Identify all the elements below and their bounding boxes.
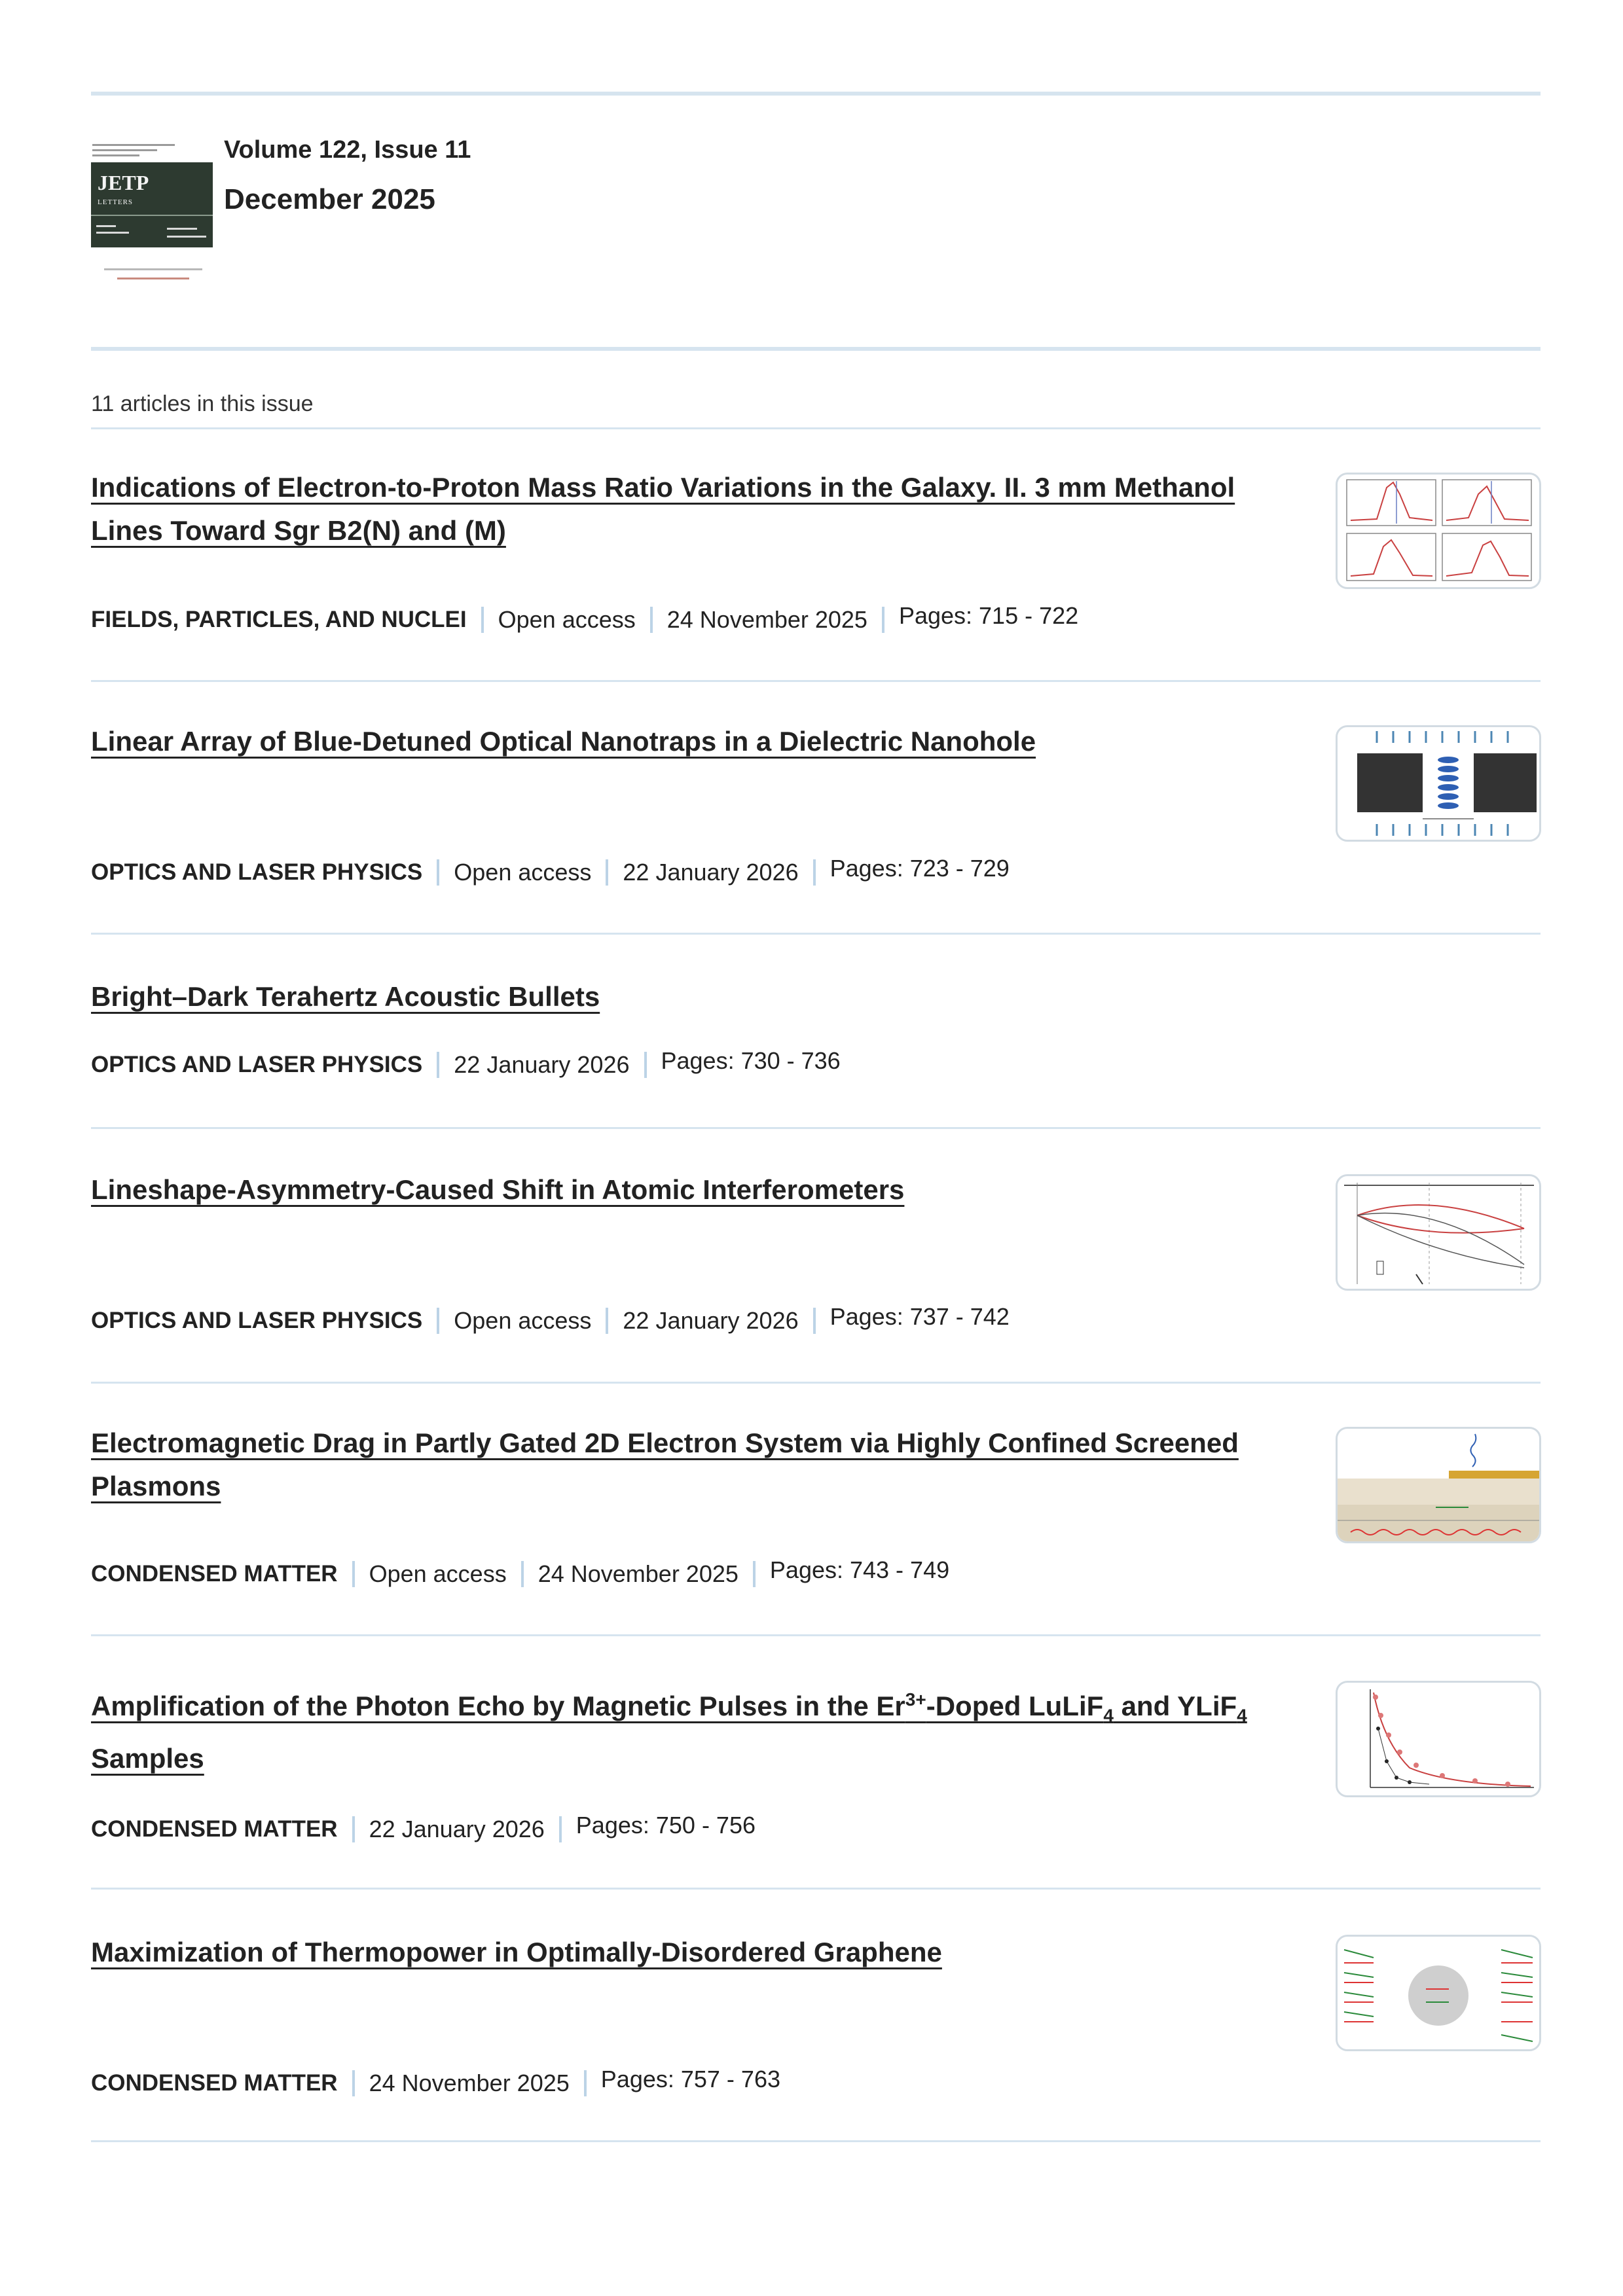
article-divider [91,1634,1541,1636]
meta-separator [352,1561,355,1587]
meta-separator [650,607,653,633]
cover-header-lines [92,144,210,161]
article-title-link[interactable]: Electromagnetic Drag in Partly Gated 2D Electron System via Highly Confined Screened Plasmons [91,1427,1239,1501]
article-date: 22 January 2026 [623,859,799,886]
article-item [91,1422,1541,1618]
article-divider [91,1127,1541,1129]
article-meta [91,602,1079,634]
article-meta [91,1303,1010,1335]
article-divider [91,1382,1541,1384]
publisher-mark [104,268,202,270]
article-meta [91,855,1010,886]
article-date: 24 November 2025 [369,2070,570,2096]
graphene-scatter-diagram-thumbnail[interactable] [1336,1935,1541,2051]
meta-separator [352,1816,355,1842]
article-count: 11 articles in this issue [91,391,314,416]
article-pages: Pages: 723 - 729 [830,855,1010,882]
article-divider [91,1888,1541,1890]
article-date: 24 November 2025 [666,606,867,633]
top-divider [91,92,1541,96]
article-divider [91,933,1541,935]
plasmon-diagram-thumbnail[interactable] [1336,1427,1541,1543]
article-pages: Pages: 743 - 749 [769,1556,950,1583]
meta-separator [882,607,884,633]
article-item [91,466,1541,662]
article-item [91,1931,1541,2121]
meta-separator [352,2070,355,2096]
issue-volume: Volume 122, Issue 11 [224,136,471,164]
article-title-link[interactable]: Bright–Dark Terahertz Acoustic Bullets [91,981,600,1012]
article-title-link[interactable]: Linear Array of Blue-Detuned Optical Nanotraps in a Dielectric Nanohole [91,726,1036,757]
article-date: 22 January 2026 [623,1307,799,1334]
meta-separator [437,1052,439,1078]
article-pages: Pages: 730 - 736 [661,1047,841,1074]
meta-separator [559,1816,562,1842]
article-meta [91,1556,950,1588]
meta-separator [813,1308,816,1334]
article-item [91,975,1541,1093]
article-title-link[interactable]: Maximization of Thermopower in Optimally-Disordered Graphene [91,1937,942,1967]
article-meta [91,2066,780,2097]
nanohole-diagram-thumbnail[interactable] [1336,725,1541,842]
article-access: Open access [498,606,636,633]
article-section[interactable]: OPTICS AND LASER PHYSICS [91,1052,423,1077]
article-section[interactable]: FIELDS, PARTICLES, AND NUCLEI [91,607,467,632]
spectra-plot-thumbnail[interactable] [1336,473,1541,589]
article-date: 22 January 2026 [369,1816,545,1842]
article-section[interactable]: OPTICS AND LASER PHYSICS [91,1308,423,1333]
article-item [91,1678,1541,1868]
journal-cover-image[interactable] [91,144,213,291]
interferometer-diagram-thumbnail[interactable] [1336,1174,1541,1291]
article-section[interactable]: CONDENSED MATTER [91,2070,338,2096]
article-pages: Pages: 715 - 722 [898,602,1079,629]
cover-logo: JETP LETTERS [98,171,149,206]
article-pages: Pages: 750 - 756 [575,1812,756,1839]
article-item [91,1168,1541,1352]
article-section[interactable]: OPTICS AND LASER PHYSICS [91,859,423,885]
issue-date: December 2025 [224,183,435,215]
article-title-link[interactable]: Amplification of the Photon Echo by Magnetic Pulses in the $Er^{3+}$-Doped LuLiF$_4$ and YLiF$_4$ Samples [91,1689,1247,1774]
meta-separator [481,607,484,633]
meta-separator [584,2070,587,2096]
article-section[interactable]: CONDENSED MATTER [91,1561,338,1587]
article-pages: Pages: 737 - 742 [830,1303,1010,1330]
article-title-link[interactable]: Indications of Electron-to-Proton Mass Ratio Variations in the Galaxy. II. 3 mm Methanol Lines Toward Sgr B2(N) and (M) [91,472,1235,546]
article-access: Open access [369,1560,507,1587]
article-meta [91,1047,841,1079]
article-title-link[interactable]: Lineshape-Asymmetry-Caused Shift in Atomic Interferometers [91,1174,905,1205]
article-pages: Pages: 757 - 763 [600,2066,780,2092]
header-divider [91,347,1541,351]
meta-separator [813,859,816,886]
meta-separator [521,1561,524,1587]
article-date: 24 November 2025 [538,1560,739,1587]
count-divider [91,427,1541,429]
article-access: Open access [454,1307,592,1334]
article-access: Open access [454,859,592,886]
meta-separator [437,859,439,886]
article-meta [91,1812,756,1843]
meta-separator [606,859,608,886]
article-divider [91,680,1541,682]
article-item [91,720,1541,910]
meta-separator [753,1561,756,1587]
meta-separator [437,1308,439,1334]
article-section[interactable]: CONDENSED MATTER [91,1816,338,1842]
meta-separator [644,1052,647,1078]
article-divider [91,2140,1541,2142]
meta-separator [606,1308,608,1334]
cover-panel [91,162,213,247]
publisher-mark-secondary [117,278,189,279]
article-date: 22 January 2026 [454,1051,630,1078]
echo-decay-plot-thumbnail[interactable] [1336,1681,1541,1797]
